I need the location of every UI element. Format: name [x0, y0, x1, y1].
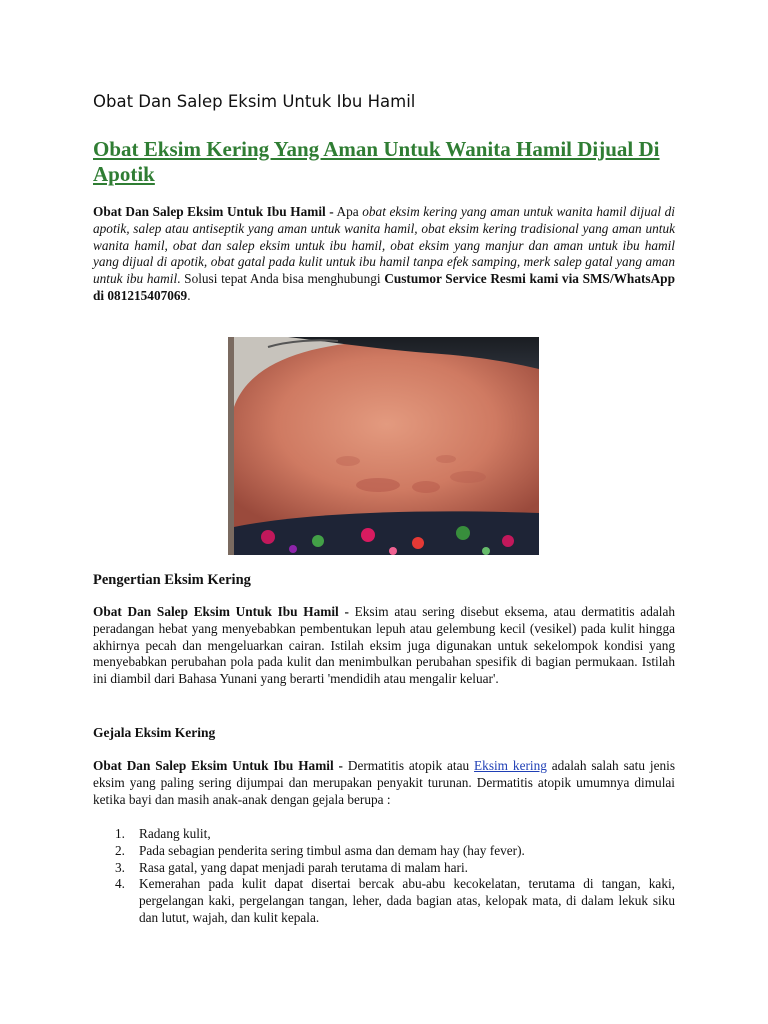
section-heading-gejala: Gejala Eksim Kering [93, 725, 216, 740]
list-item-text: Radang kulit, [139, 826, 211, 841]
intro-after-italic: . Solusi tepat Anda bisa menghubungi [177, 271, 385, 287]
list-item-number: 4. [115, 876, 125, 892]
list-item-text: Rasa gatal, yang dapat menjadi parah terutama di malam hari. [139, 859, 468, 875]
document-title: Obat Dan Salep Eksim Untuk Ibu Hamil [93, 92, 416, 111]
list-item-number: 1. [115, 826, 125, 841]
list-item [93, 860, 675, 877]
photo-illustration [228, 337, 539, 555]
intro-end: . [187, 287, 191, 303]
intro-contact-bold: Custumor Service Resmi kami via SMS/WhatsApp di 081215407069 [93, 271, 675, 303]
symptom-list [93, 826, 675, 927]
gejala-lead-bold: Obat Dan Salep Eksim Untuk Ibu Hamil - [93, 758, 343, 773]
gejala-after-link: adalah salah satu jenis eksim yang paling sering dijumpai dan merupakan penyakit turunan. Dermatitis atopik umumnya dimulai ketika bayi dan masih anak-anak dengan gejala berupa : [93, 758, 675, 807]
list-item-number: 2. [115, 842, 125, 858]
article-headline[interactable]: Obat Eksim Kering Yang Aman Untuk Wanita Hamil Dijual Di Apotik [93, 137, 660, 186]
gejala-before-link: Dermatitis atopik atau [342, 758, 475, 773]
pengertian-lead-bold: Obat Dan Salep Eksim Untuk Ibu Hamil - [93, 604, 349, 619]
eksim-kering-link[interactable]: Eksim kering [474, 758, 547, 773]
list-item-text: Pada sebagian penderita sering timbul asma dan demam hay (hay fever). [139, 842, 525, 858]
pengertian-body: Eksim atau sering disebut eksema, atau dermatitis adalah peradangan hebat yang menyebabkan pembentukan lepuh atau gelembung kecil (vesikel) pada kulit hingga akhirnya pecah dan mengeluarkan cairan. Istilah eksim juga digunakan untuk sekelompok kondisi yang menyebabkan perubahan pola pada kulit dan menimbulkan perubahan spesifik di bagian permukaan. Istilah ini diambil dari Bahasa Yunani yang berarti 'mendidih atau mengalir keluar'. [93, 604, 675, 687]
intro-lead-bold: Obat Dan Salep Eksim Untuk Ibu Hamil - [93, 204, 334, 219]
list-item [93, 826, 675, 843]
pengertian-paragraph [93, 604, 675, 688]
list-item-number: 3. [115, 859, 125, 875]
intro-italic-keywords: obat eksim kering yang aman untuk wanita hamil dijual di apotik, salep atau antiseptik yang aman untuk wanita hamil, obat eksim kering tradisional yang aman untuk wanita hamil, obat dan salep eksim untuk ibu hamil, obat eksim yang manjur dan aman untuk ibu hamil yang dijual di apotik, obat gatal pada kulit untuk ibu hamil tanpa efek samping, merk salep gatal yang aman untuk ibu hamil [93, 204, 675, 287]
gejala-paragraph [93, 758, 675, 808]
eczema-belly-photo [228, 337, 539, 555]
list-item [93, 876, 675, 926]
list-item [93, 843, 675, 860]
section-heading-pengertian: Pengertian Eksim Kering [93, 572, 251, 588]
intro-lead-plain: Apa [333, 204, 363, 219]
list-item-text: Kemerahan pada kulit dapat disertai bercak abu-abu kecokelatan, terutama di tangan, kaki, pergelangan kaki, pergelangan tangan, leher, dada bagian atas, kelopak mata, di dalam lekuk siku dan lutut, wajah, dan kulit kepala. [139, 876, 675, 925]
intro-paragraph [93, 204, 675, 305]
